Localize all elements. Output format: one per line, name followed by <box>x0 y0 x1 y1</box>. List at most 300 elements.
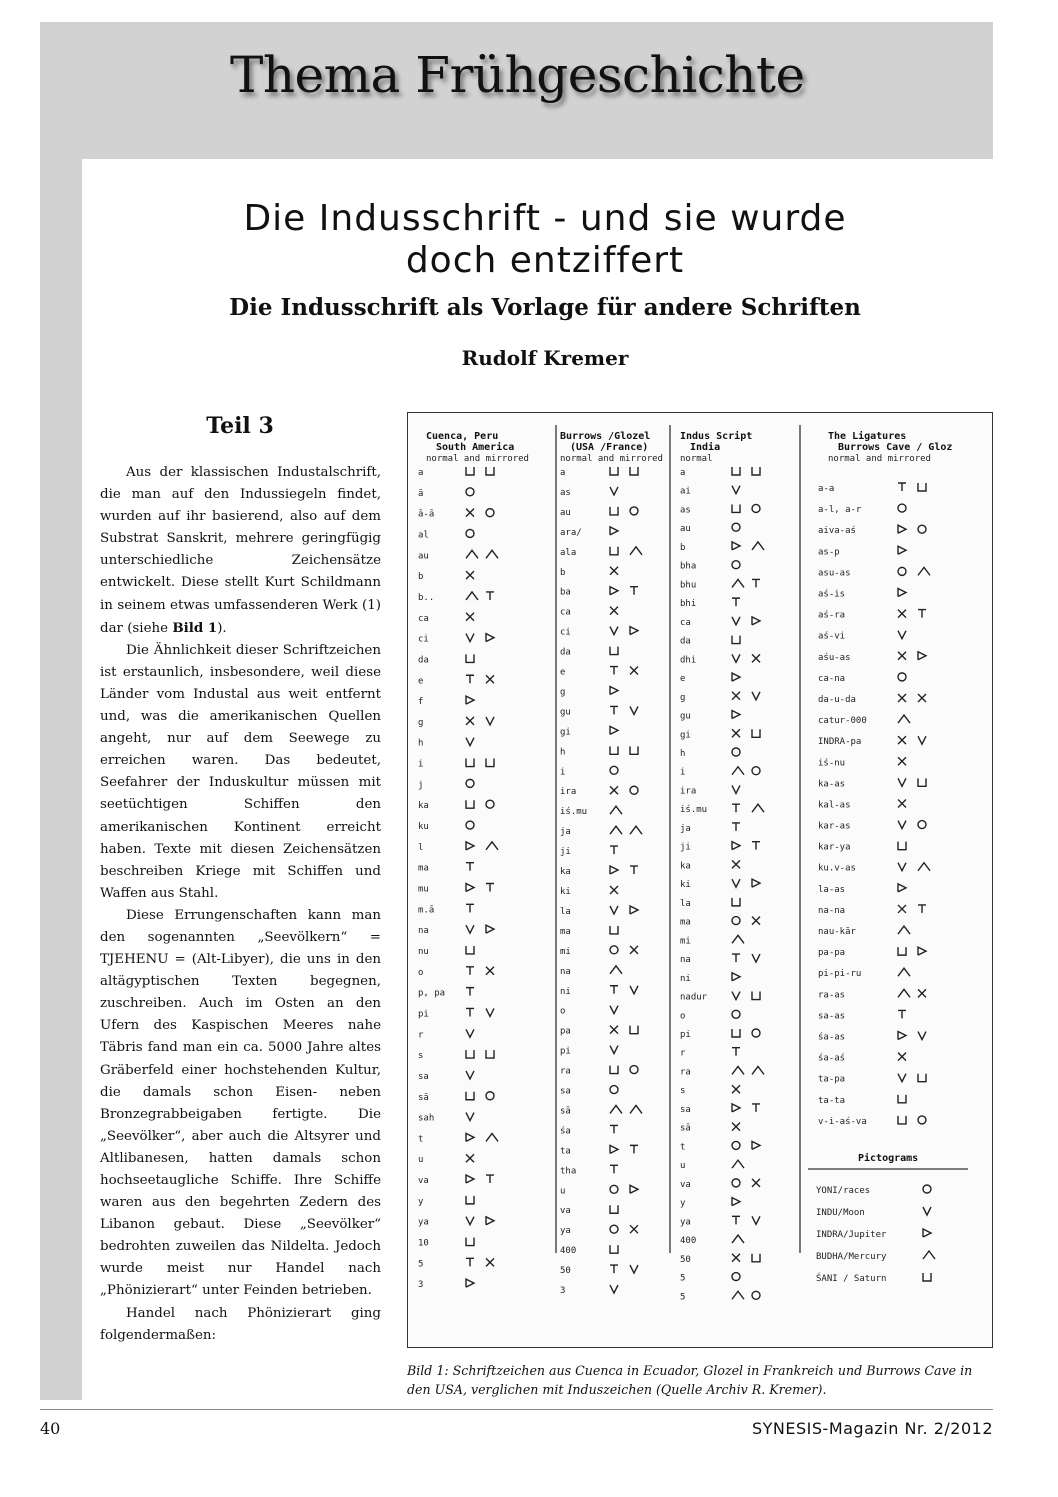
script-glyph <box>610 1225 618 1233</box>
script-glyph <box>918 947 926 955</box>
figure-row-label: y <box>418 1196 424 1207</box>
script-glyph <box>752 1254 760 1262</box>
figure-row-label: bha <box>680 561 697 572</box>
figure-row-label: ai <box>680 486 691 497</box>
script-glyph <box>610 547 618 555</box>
script-glyph <box>610 1265 618 1273</box>
figure-row-label: na <box>418 926 429 937</box>
figure-row-label: ā-ā <box>418 509 435 520</box>
figure-row-label: bhu <box>680 580 697 591</box>
figure-row-label: bhi <box>680 599 697 610</box>
script-glyph <box>898 652 906 660</box>
figure-row-label: 400 <box>560 1246 577 1257</box>
script-glyph <box>486 1133 498 1141</box>
figure-row-label: ya <box>680 1217 691 1228</box>
script-glyph <box>752 692 760 700</box>
script-glyph <box>630 467 638 475</box>
article-title-line2: doch entziffert <box>405 240 685 281</box>
script-glyph <box>610 1026 618 1034</box>
figure-row-label: ki <box>560 887 571 897</box>
script-glyph <box>486 1217 494 1225</box>
figure-row-label: r <box>680 1048 686 1059</box>
script-glyph <box>918 736 926 744</box>
figure-row-label: ja <box>680 823 691 834</box>
magazine-name: SYNESIS-Magazin Nr. 2/2012 <box>752 1419 993 1438</box>
figure-script-comparison <box>407 412 993 1348</box>
figure-row-label: au <box>680 524 691 535</box>
figure-row-label: ji <box>560 847 571 858</box>
figure-row-label: o <box>418 967 424 978</box>
script-glyph <box>630 587 638 595</box>
figure-row-label: e <box>680 674 686 685</box>
figure-row-label: na <box>560 966 571 977</box>
script-glyph <box>610 647 618 655</box>
script-glyph <box>466 738 474 746</box>
script-glyph <box>610 567 618 575</box>
script-glyph <box>898 757 906 765</box>
figure-row-label: INDRA-pa <box>818 737 862 748</box>
figure-row-label: da <box>418 655 429 666</box>
figure-row-label: a <box>560 468 566 478</box>
script-glyph <box>732 1141 740 1149</box>
script-glyph <box>630 866 638 874</box>
figure-row-label: f <box>418 697 424 708</box>
figure-row-label: ca <box>418 613 429 624</box>
script-glyph <box>898 989 910 997</box>
script-glyph <box>752 842 760 850</box>
script-glyph <box>466 842 474 850</box>
section-title: Thema Frühgeschichte <box>230 46 805 104</box>
paragraph: Diese Errungenschaften kann man den sogenannten „Seevölkern“ = TJEHENU = (Alt-Libyer), die uns in den altägyptischen Texten begegnen, zuschreiben. Auch im Osten an den Ufern des Kaspischen Meeres nahe Täbris fand man ein ca. 5000 Jahre altes Gräberfeld einer hochstehenden Kultur, die damals schon Eisen- neben Bronzegrabbeigaben fertigte. Die „Seevölker“, aber auch die Altsyrer und Altlibanesen, hatten damals schon hochseetaugliche Schiffe. Ihre Schiffe waren aus den begehrten Zedern des Libanon gebaut. Diese „Seevölker“ bedrohten zuweilen das Nildelta. Jedoch wurde meist nur Handel nach „Phönizierart“ unter Feinden betrieben. <box>100 907 381 1299</box>
figure-row-label: s <box>680 1086 686 1097</box>
script-glyph <box>898 1010 906 1018</box>
paragraph: Die Ähnlichkeit dieser Schriftzeichen ist erstaunlich, insbesondere, weil diese Länder vom Industal aus weit entfernt und, was die amerikanischen Quellen angeht, nur auf dem Seewege zu erreichen waren. Das bedeutet, Seefahrer der Induskultur müssen mit seetüchtigen Schiffen den amerikanischen Kontinent erreicht haben. Texte mit diesen Zeichensätzen beschreiben Kriege mit Schiffen und Waffen aus Stahl. <box>100 642 381 901</box>
figure-row-label: ra <box>560 1066 571 1077</box>
script-glyph <box>732 1179 740 1187</box>
script-glyph <box>898 778 906 786</box>
script-glyph <box>610 966 622 974</box>
pictogram-glyph <box>923 1251 935 1259</box>
paragraph: Handel nach Phönizierart ging folgendermaßen: <box>100 1305 381 1343</box>
script-glyph <box>466 634 474 642</box>
figure-row-label: a <box>680 468 686 478</box>
script-glyph <box>752 542 764 550</box>
script-glyph <box>752 954 760 962</box>
figure-row-label: as <box>560 487 571 498</box>
script-glyph <box>752 1179 760 1187</box>
script-glyph <box>732 729 740 737</box>
script-glyph <box>732 992 740 1000</box>
script-glyph <box>466 571 474 579</box>
figure-row-label: sa <box>418 1071 429 1082</box>
script-glyph <box>466 759 474 767</box>
script-glyph <box>610 986 618 994</box>
footer-rule <box>40 1409 993 1410</box>
script-glyph <box>732 1048 740 1056</box>
figure-row-label: e <box>418 676 424 687</box>
article-subtitle: Die Indusschrift als Vorlage für andere Schriften <box>229 294 861 321</box>
script-glyph <box>610 766 618 774</box>
script-glyph <box>898 483 906 491</box>
script-glyph <box>610 946 618 954</box>
figure-row-label: u <box>680 1161 686 1172</box>
figure-row-label: ra-as <box>818 990 846 1001</box>
figure-row-label: as-p <box>818 547 840 558</box>
figure-row-label: nadur <box>680 992 708 1003</box>
script-glyph <box>486 550 498 558</box>
script-glyph <box>732 1085 740 1093</box>
script-glyph <box>466 509 474 517</box>
script-glyph <box>918 652 926 660</box>
figure-row-label: i <box>418 759 424 770</box>
script-glyph <box>732 823 740 831</box>
script-glyph <box>630 706 638 714</box>
script-glyph <box>732 636 740 644</box>
script-glyph <box>898 736 906 744</box>
script-glyph <box>466 800 474 808</box>
script-glyph <box>610 1066 618 1074</box>
figure-row-label: sah <box>418 1113 435 1124</box>
script-glyph <box>898 1053 906 1061</box>
script-glyph <box>466 696 474 704</box>
figure-row-label: ca <box>680 617 691 628</box>
script-glyph <box>898 673 906 681</box>
script-glyph <box>466 884 474 892</box>
body-text <box>100 462 381 1347</box>
figure-row-label: iś.mu <box>680 805 708 816</box>
script-glyph <box>732 617 740 625</box>
script-glyph <box>610 866 618 874</box>
figure-row-label: sa <box>680 1104 691 1115</box>
script-glyph <box>918 778 926 786</box>
figure-row-label: ji <box>680 842 691 853</box>
script-glyph <box>486 884 494 892</box>
figure-row-label: ya <box>560 1226 571 1237</box>
figure-column-header: Burrows Cave / Gloz <box>838 442 953 453</box>
figure-row-label: śa-as <box>818 1032 846 1043</box>
figure-row-label: ka <box>680 861 691 872</box>
script-glyph <box>610 846 618 854</box>
figure-row-label: 5 <box>418 1259 424 1270</box>
figure-row-label: tha <box>560 1166 577 1177</box>
figure-row-label: 10 <box>418 1238 429 1249</box>
figure-row-label: o <box>680 1011 686 1022</box>
figure-row-label: kar-ya <box>818 842 851 853</box>
pictogram-glyph <box>923 1273 931 1281</box>
figure-row-label: la-as <box>818 884 846 895</box>
figure-column-header: The Ligatures <box>828 431 907 442</box>
script-glyph <box>732 785 740 793</box>
script-glyph <box>486 634 494 642</box>
script-glyph <box>752 1141 760 1149</box>
figure-reference: Bild 1 <box>172 619 218 636</box>
figure-row-label: 3 <box>418 1280 424 1291</box>
script-glyph <box>466 988 474 996</box>
script-glyph <box>752 917 760 925</box>
script-glyph <box>466 1092 474 1100</box>
script-glyph <box>486 1008 494 1016</box>
figure-row-label: ki <box>680 880 691 891</box>
script-glyph <box>732 954 740 962</box>
figure-row-label: a <box>418 468 424 478</box>
figure-row-label: ca-na <box>818 673 846 684</box>
script-glyph <box>918 863 930 871</box>
figure-row-label: g <box>418 717 424 728</box>
figure-column-header: India <box>690 442 721 453</box>
script-glyph <box>466 675 474 683</box>
script-glyph <box>630 547 642 555</box>
figure-row-label: i <box>680 767 686 778</box>
script-glyph <box>610 467 618 475</box>
figure-row-label: gi <box>680 730 691 741</box>
script-glyph <box>466 1196 474 1204</box>
figure-row-label: l <box>418 842 424 853</box>
script-glyph <box>630 1265 638 1273</box>
figure-row-label: dhi <box>680 655 697 666</box>
figure-row-label: t <box>680 1142 686 1153</box>
figure-row-label: t <box>418 1134 424 1145</box>
script-glyph <box>918 1116 926 1124</box>
figure-row-label: nau-kār <box>818 927 856 938</box>
script-glyph <box>486 509 494 517</box>
script-glyph <box>732 898 740 906</box>
figure-row-label: sa <box>560 1086 571 1097</box>
script-glyph <box>732 467 740 475</box>
script-glyph <box>898 926 910 934</box>
script-glyph <box>732 523 740 531</box>
script-glyph <box>610 1205 618 1213</box>
script-glyph <box>610 786 618 794</box>
figure-row-label: au <box>560 507 571 518</box>
script-glyph <box>466 779 474 787</box>
script-glyph <box>732 673 740 681</box>
script-glyph <box>466 717 474 725</box>
script-glyph <box>898 842 906 850</box>
script-glyph <box>918 610 926 618</box>
script-glyph <box>610 667 618 675</box>
script-glyph <box>486 800 494 808</box>
figure-row-label: e <box>560 667 566 678</box>
script-glyph <box>610 746 618 754</box>
figure-row-label: p, pa <box>418 988 446 999</box>
script-glyph <box>898 546 906 554</box>
script-glyph <box>486 759 494 767</box>
script-glyph <box>466 1258 474 1266</box>
script-glyph <box>732 561 740 569</box>
figure-row-label: pi-pi-ru <box>818 969 862 980</box>
figure-row-label: h <box>560 747 566 758</box>
figure-row-label: sa-as <box>818 1011 846 1022</box>
script-glyph <box>610 507 618 515</box>
figure-row-label: pa-pa <box>818 948 846 959</box>
figure-row-label: da-u-da <box>818 694 856 705</box>
script-glyph <box>732 860 740 868</box>
figure-row-label: da <box>680 636 691 647</box>
figure-row-label: śa-aś <box>818 1053 846 1064</box>
figure-row-label: b <box>418 572 424 583</box>
figure-row-label: ni <box>680 973 691 984</box>
paragraph: Aus der klassischen Industalschrift, die man auf den Indussiegeln findet, wurden auf ihr basierend, also auf dem Substrat Sanskrit, mehrere geringfügig unterschiedliche Zeichensätze entwickelt. Diese stellt Kurt Schildmann in seinem etwas umfassenderen Werk (1) dar (siehe Bild 1). <box>100 465 381 636</box>
article-author: Rudolf Kremer <box>461 346 629 370</box>
figure-row-label: 5 <box>680 1292 686 1303</box>
script-glyph <box>752 1291 760 1299</box>
figure-row-label: g <box>560 687 566 698</box>
script-glyph <box>486 967 494 975</box>
script-glyph <box>918 905 926 913</box>
script-glyph <box>752 767 760 775</box>
script-glyph <box>486 842 498 850</box>
figure-row-label: pi <box>680 1030 691 1040</box>
script-glyph <box>898 799 906 807</box>
script-glyph <box>732 1235 744 1243</box>
script-glyph <box>630 826 642 834</box>
script-glyph <box>732 1160 744 1168</box>
script-glyph <box>610 587 618 595</box>
figure-row-label: mu <box>418 884 429 895</box>
script-glyph <box>466 821 474 829</box>
script-glyph <box>732 1123 740 1131</box>
script-glyph <box>466 1154 474 1162</box>
script-glyph <box>610 706 618 714</box>
figure-row-label: 3 <box>560 1286 566 1297</box>
script-glyph <box>898 1095 906 1103</box>
script-glyph <box>486 1050 494 1058</box>
script-glyph <box>466 946 474 954</box>
pictogram-glyph <box>923 1185 931 1193</box>
script-glyph <box>898 504 906 512</box>
figure-row-label: ku.v-as <box>818 863 856 874</box>
figure-row-label: iś-nu <box>818 758 846 769</box>
figure-row-label: ta-pa <box>818 1074 846 1085</box>
article-title-line1: Die Indusschrift - und sie wurde <box>243 198 847 239</box>
figure-row-label: ala <box>560 547 577 558</box>
script-glyph <box>732 1273 740 1281</box>
figure-caption: Bild 1: Schriftzeichen aus Cuenca in Ecuador, Glozel in Frankreich und Burrows Cave in den USA, verglichen mit Induszeichen (Quelle Archiv R. Kremer). <box>407 1363 973 1397</box>
script-glyph <box>918 821 926 829</box>
script-glyph <box>732 748 740 756</box>
script-glyph <box>898 715 910 723</box>
figure-row-label: nu <box>418 946 429 957</box>
script-glyph <box>752 804 764 812</box>
figure-row-label: ira <box>560 787 577 798</box>
script-glyph <box>630 1225 638 1233</box>
figure-row-label: g <box>680 692 686 703</box>
script-glyph <box>486 1092 494 1100</box>
script-glyph <box>610 826 622 834</box>
script-glyph <box>732 935 744 943</box>
part-heading: Teil 3 <box>206 413 274 439</box>
script-glyph <box>898 588 906 596</box>
figure-row-label: sā <box>560 1106 571 1117</box>
figure-row-label: pi <box>560 1046 571 1057</box>
script-glyph <box>898 968 910 976</box>
script-glyph <box>732 504 740 512</box>
script-glyph <box>610 527 618 535</box>
script-glyph <box>610 627 618 635</box>
script-glyph <box>466 925 474 933</box>
figure-row-label: ka <box>560 867 571 878</box>
figure-row-label: i <box>560 767 566 778</box>
script-glyph <box>732 1010 740 1018</box>
script-glyph <box>466 529 474 537</box>
figure-row-label: b.. <box>418 592 435 603</box>
figure-row-label: ira <box>680 786 697 797</box>
script-glyph <box>610 1185 618 1193</box>
pictogram-glyph <box>923 1207 931 1215</box>
script-glyph <box>466 904 474 912</box>
figure-row-label: ta <box>560 1146 571 1157</box>
script-glyph <box>752 729 760 737</box>
figure-column-header: normal <box>680 454 713 464</box>
script-glyph <box>610 886 618 894</box>
figure-row-label: al <box>418 530 429 541</box>
script-glyph <box>466 613 474 621</box>
figure-row-label: ba <box>560 587 571 598</box>
script-glyph <box>466 654 474 662</box>
script-glyph <box>630 667 638 675</box>
script-glyph <box>610 1105 622 1113</box>
script-glyph <box>732 1216 740 1224</box>
script-glyph <box>752 654 760 662</box>
script-glyph <box>732 542 740 550</box>
pictogram-label: INDRA/Jupiter <box>816 1230 887 1240</box>
script-glyph <box>486 925 494 933</box>
script-glyph <box>752 1216 760 1224</box>
figure-row-label: b <box>680 542 686 553</box>
figure-row-label: mi <box>680 936 691 947</box>
script-glyph <box>732 1254 740 1262</box>
script-glyph <box>610 926 618 934</box>
script-glyph <box>610 1165 618 1173</box>
script-glyph <box>466 1238 474 1246</box>
figure-row-label: 400 <box>680 1236 697 1247</box>
script-glyph <box>466 863 474 871</box>
figure-row-label: aś-vi <box>818 631 846 642</box>
script-glyph <box>630 946 638 954</box>
script-glyph <box>898 631 906 639</box>
figure-row-label: ma <box>418 863 429 874</box>
script-glyph <box>752 1066 764 1074</box>
script-glyph <box>466 1008 474 1016</box>
figure-row-label: ta-ta <box>818 1095 846 1106</box>
script-glyph <box>610 607 618 615</box>
script-glyph <box>486 592 494 600</box>
side-band <box>40 150 82 1400</box>
script-glyph <box>610 726 618 734</box>
script-glyph <box>486 717 494 725</box>
script-glyph <box>732 917 740 925</box>
figure-column-header: South America <box>436 442 515 453</box>
script-glyph <box>466 1113 474 1121</box>
pictogram-glyph <box>923 1229 931 1237</box>
figure-row-label: ca <box>560 607 571 618</box>
figure-row-label: a-a <box>818 484 835 494</box>
figure-column-header: normal and mirrored <box>828 454 931 464</box>
script-glyph <box>610 1006 618 1014</box>
script-glyph <box>630 1066 638 1074</box>
script-glyph <box>732 1104 740 1112</box>
pictogram-label: YONI/races <box>816 1186 871 1196</box>
script-glyph <box>918 989 926 997</box>
script-glyph <box>630 746 638 754</box>
script-glyph <box>630 906 638 914</box>
script-glyph <box>918 567 930 575</box>
figure-row-label: s <box>418 1051 424 1062</box>
script-glyph <box>732 767 744 775</box>
script-glyph <box>630 627 638 635</box>
script-glyph <box>610 806 622 814</box>
script-glyph <box>610 1145 618 1153</box>
